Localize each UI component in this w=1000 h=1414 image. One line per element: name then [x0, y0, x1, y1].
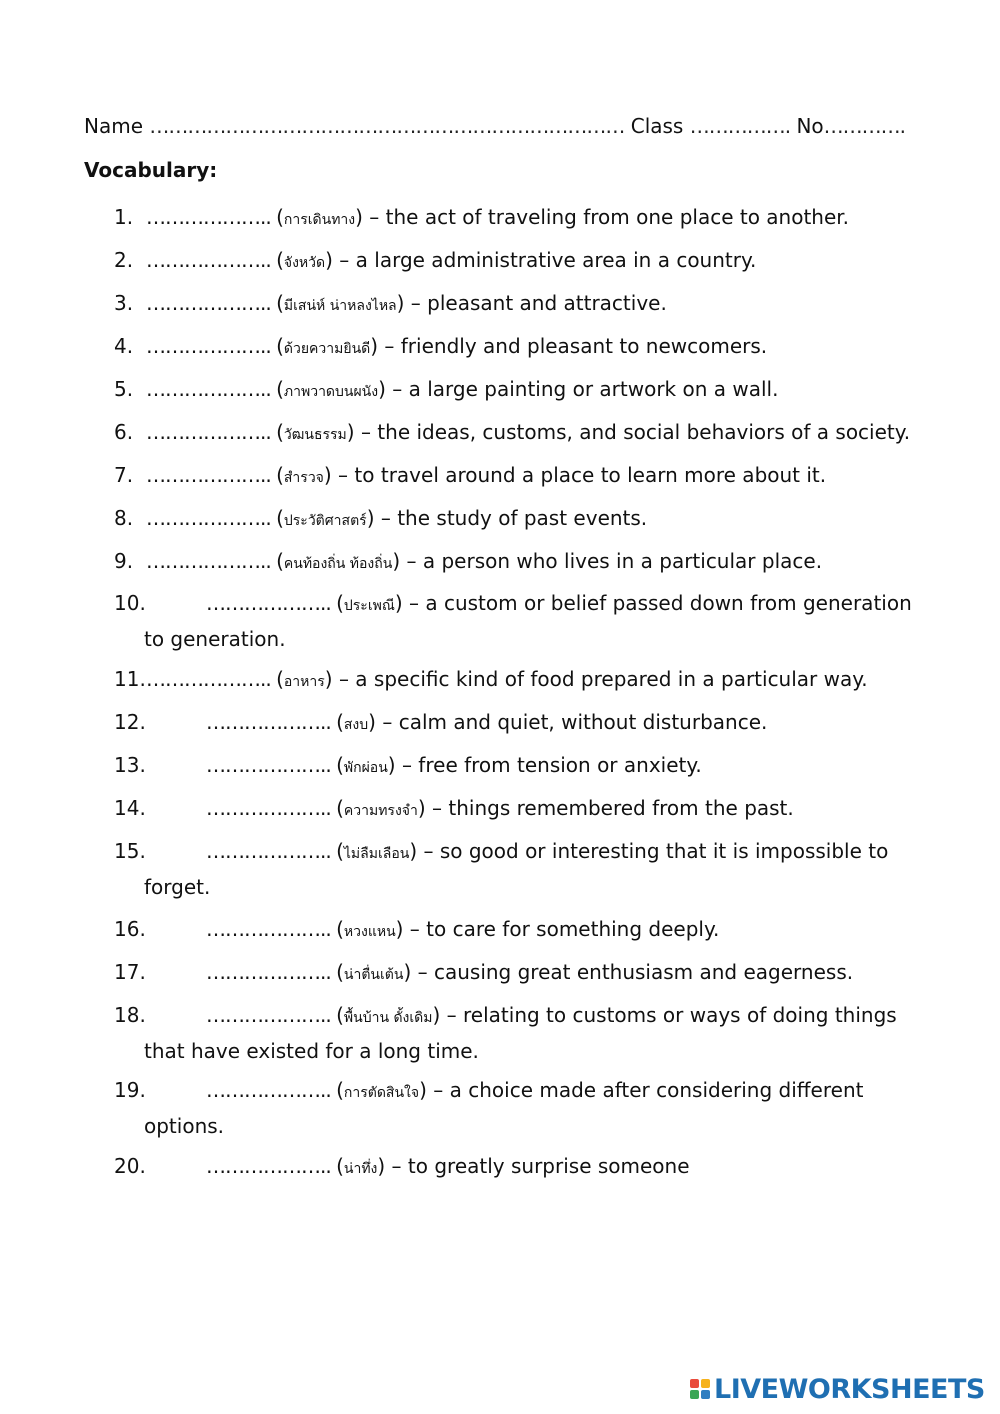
vocabulary-item: 14. ……………….. (ความทรงจำ) – things remembered from the past.	[114, 792, 960, 828]
vocabulary-item: 20. ……………….. (น่าทึ่ง) – to greatly surprise someone	[114, 1150, 960, 1186]
vocabulary-item: 19. ……………….. (การตัดสินใจ) – a choice made after considering different options.	[114, 1074, 960, 1143]
vocabulary-item: 17. ……………….. (น่าตื่นเต้น) – causing great enthusiasm and eagerness.	[114, 956, 960, 992]
item-number: 20.	[114, 1154, 146, 1178]
item-number: 14.	[114, 796, 146, 820]
item-number: 19.	[114, 1078, 146, 1102]
student-info-line	[84, 114, 905, 138]
definition: – a large administrative area in a country.	[332, 248, 757, 272]
answer-blank: ………………..	[146, 549, 277, 573]
class-label: Class	[630, 114, 684, 138]
answer-blank: ………………..	[206, 1078, 337, 1102]
definition: – a specific kind of food prepared in a particular way.	[332, 667, 868, 691]
item-number: 2.	[114, 248, 134, 272]
definition: – pleasant and attractive.	[404, 291, 667, 315]
answer-blank: ………………..	[206, 753, 337, 777]
thai-hint: สำรวจ	[283, 470, 324, 486]
item-number: 13.	[114, 753, 146, 777]
vocabulary-item: 4. ……………….. (ด้วยความยินดี) – friendly and pleasant to newcomers.	[114, 330, 960, 366]
answer-blank: ………………..	[146, 291, 277, 315]
definition: – the ideas, customs, and social behaviors of a society.	[354, 420, 911, 444]
item-number: 12.	[114, 710, 146, 734]
thai-hint: พักผ่อน	[343, 760, 388, 776]
definition: – to care for something deeply.	[403, 917, 720, 941]
definition: – a choice made after considering different	[426, 1078, 864, 1102]
thai-hint: มีเสน่ห์ น่าหลงไหล	[283, 298, 397, 314]
definition: – a custom or belief passed down from generation	[402, 591, 912, 615]
no-label: No	[796, 114, 824, 138]
thai-hint: ภาพวาดบนผนัง	[283, 384, 379, 400]
vocabulary-item: 10. ……………….. (ประเพณี) – a custom or belief passed down from generation to generation.	[114, 587, 960, 656]
answer-blank: ………………..	[206, 839, 337, 863]
liveworksheets-logo	[690, 1372, 985, 1406]
thai-hint: สงบ	[343, 717, 369, 733]
definition: – things remembered from the past.	[425, 796, 794, 820]
definition: – to travel around a place to learn more about it.	[331, 463, 827, 487]
answer-blank: ………………..	[206, 1154, 337, 1178]
item-number: 7.	[114, 463, 134, 487]
item-number: 1.	[114, 205, 134, 229]
vocabulary-item: 2. ……………….. (จังหวัด) – a large administrative area in a country.	[114, 244, 960, 280]
definition: – a large painting or artwork on a wall.	[385, 377, 779, 401]
answer-blank: ………………..	[206, 1003, 337, 1027]
thai-hint: จังหวัด	[283, 255, 326, 271]
answer-blank: ………………..	[206, 591, 337, 615]
definition: – the study of past events.	[374, 506, 648, 530]
answer-blank: ………………..	[146, 667, 277, 691]
item-number: 15.	[114, 839, 146, 863]
answer-blank: ………………..	[146, 420, 277, 444]
vocabulary-item: 6. ……………….. (วัฒนธรรม) – the ideas, customs, and social behaviors of a society.	[114, 416, 960, 452]
definition: – so good or interesting that it is impossible to	[417, 839, 889, 863]
definition: – to greatly surprise someone	[385, 1154, 690, 1178]
vocabulary-item: 5. ……………….. (ภาพวาดบนผนัง) – a large painting or artwork on a wall.	[114, 373, 960, 409]
vocabulary-item: 15. ……………….. (ไม่ลืมเลือน) – so good or interesting that it is impossible to forget.	[114, 835, 960, 904]
item-number: 8.	[114, 506, 134, 530]
definition: – friendly and pleasant to newcomers.	[378, 334, 768, 358]
vocabulary-item: 18. ……………….. (พื้นบ้าน ดั้งเดิม) – relating to customs or ways of doing things that have existed for a long time.	[114, 999, 960, 1068]
vocabulary-item: 3. ……………….. (มีเสน่ห์ น่าหลงไหล) – pleasant and attractive.	[114, 287, 960, 323]
thai-hint: ประเพณี	[343, 598, 395, 614]
answer-blank: ………………..	[206, 796, 337, 820]
thai-hint: วัฒนธรรม	[283, 427, 347, 443]
thai-hint: ด้วยความยินดี	[283, 341, 371, 357]
no-blank: ………….	[823, 114, 905, 138]
name-blank: …………………………………………………………………	[149, 114, 625, 138]
vocabulary-item: 13. ……………….. (พักผ่อน) – free from tension or anxiety.	[114, 749, 960, 785]
definition: – relating to customs or ways of doing things	[440, 1003, 897, 1027]
answer-blank: ………………..	[146, 334, 277, 358]
vocabulary-item: 8. ……………….. (ประวัติศาสตร์) – the study of past events.	[114, 502, 960, 538]
vocabulary-item: 11.……………….. (อาหาร) – a specific kind of food prepared in a particular way.	[114, 663, 960, 699]
answer-blank: ………………..	[146, 506, 277, 530]
answer-blank: ………………..	[206, 710, 337, 734]
answer-blank: ………………..	[146, 205, 277, 229]
thai-hint: น่าตื่นเต้น	[343, 967, 404, 983]
item-number: 11.	[114, 667, 146, 691]
item-number: 10.	[114, 591, 146, 615]
definition-continued: to generation.	[144, 627, 286, 651]
item-number: 6.	[114, 420, 134, 444]
thai-hint: หวงแหน	[343, 924, 396, 940]
definition-continued: forget.	[144, 875, 211, 899]
item-number: 16.	[114, 917, 146, 941]
item-number: 17.	[114, 960, 146, 984]
definition: – free from tension or anxiety.	[395, 753, 702, 777]
thai-hint: อาหาร	[283, 674, 325, 690]
thai-hint: การตัดสินใจ	[343, 1085, 420, 1101]
item-number: 3.	[114, 291, 134, 315]
class-blank: …………….	[689, 114, 791, 138]
vocabulary-item: 9. ……………….. (คนท้องถิ่น ท้องถิ่น) – a person who lives in a particular place.	[114, 545, 960, 581]
item-number: 5.	[114, 377, 134, 401]
thai-hint: น่าทึ่ง	[343, 1161, 378, 1177]
vocabulary-item: 12. ……………….. (สงบ) – calm and quiet, without disturbance.	[114, 706, 960, 742]
answer-blank: ………………..	[206, 960, 337, 984]
answer-blank: ………………..	[146, 463, 277, 487]
definition: – causing great enthusiasm and eagerness.	[411, 960, 854, 984]
logo-text: LIVEWORKSHEETS	[714, 1373, 985, 1405]
definition: – a person who lives in a particular place.	[400, 549, 823, 573]
thai-hint: ความทรงจำ	[343, 803, 418, 819]
answer-blank: ………………..	[146, 377, 277, 401]
thai-hint: ประวัติศาสตร์	[283, 513, 367, 529]
thai-hint: ไม่ลืมเลือน	[343, 846, 410, 862]
thai-hint: พื้นบ้าน ดั้งเดิม	[343, 1010, 433, 1026]
answer-blank: ………………..	[146, 248, 277, 272]
name-label: Name	[84, 114, 144, 138]
thai-hint: การเดินทาง	[283, 212, 356, 228]
vocabulary-item: 16. ……………….. (หวงแหน) – to care for something deeply.	[114, 913, 960, 949]
logo-icon	[690, 1379, 710, 1399]
definition-continued: options.	[144, 1114, 225, 1138]
item-number: 9.	[114, 549, 134, 573]
item-number: 4.	[114, 334, 134, 358]
thai-hint: คนท้องถิ่น ท้องถิ่น	[283, 556, 393, 572]
definition: – calm and quiet, without disturbance.	[375, 710, 768, 734]
definition-continued: that have existed for a long time.	[144, 1039, 479, 1063]
item-number: 18.	[114, 1003, 146, 1027]
answer-blank: ………………..	[206, 917, 337, 941]
vocabulary-item: 7. ……………….. (สำรวจ) – to travel around a place to learn more about it.	[114, 459, 960, 495]
vocabulary-item: 1. ……………….. (การเดินทาง) – the act of traveling from one place to another.	[114, 201, 960, 237]
section-title: Vocabulary:	[84, 158, 218, 182]
definition: – the act of traveling from one place to another.	[362, 205, 850, 229]
